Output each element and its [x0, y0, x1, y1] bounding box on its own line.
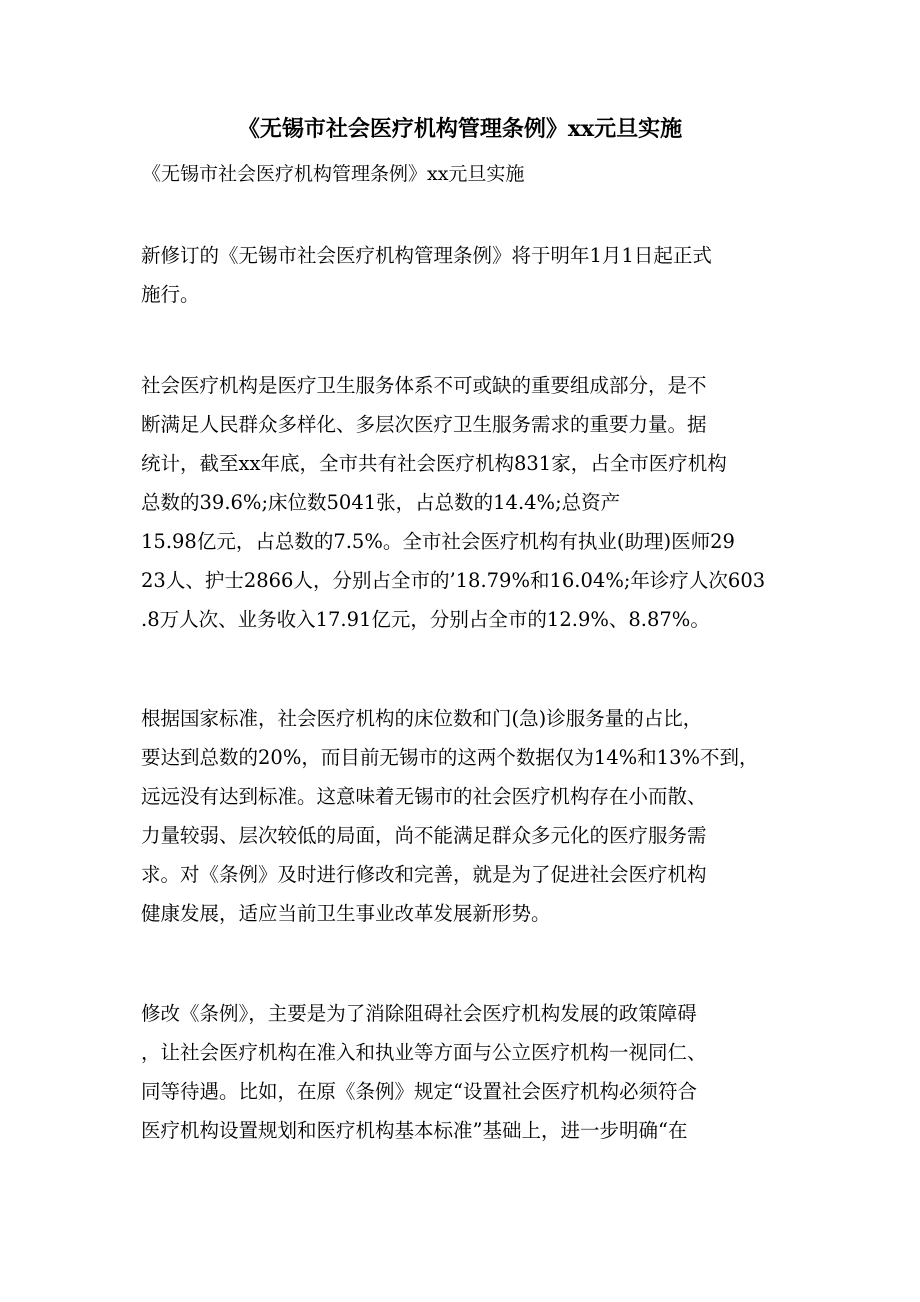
paragraph-line: 断满足人民群众多样化、多层次医疗卫生服务需求的重要力量。据 [141, 413, 707, 436]
paragraph-line: 要达到总数的20%，而目前无锡市的这两个数据仅为14%和13%不到， [141, 746, 759, 769]
document-title: 《无锡市社会医疗机构管理条例》xx元旦实施 [237, 116, 683, 142]
paragraph-line: 总数的39.6%;床位数5041张，占总数的14.4%;总资产 [141, 491, 621, 514]
paragraph-line: .8万人次、业务收入17.91亿元，分别占全市的12.9%、8.87%。 [141, 608, 710, 631]
paragraph-line: 医疗机构设置规划和医疗机构基本标准”基础上，进一步明确“在 [141, 1119, 688, 1142]
paragraph-line: 力量较弱、层次较低的局面，尚不能满足群众多元化的医疗服务需 [141, 824, 707, 847]
paragraph-line: 修改《条例》，主要是为了消除阻碍社会医疗机构发展的政策障碍 [141, 1002, 697, 1025]
paragraph-line: 新修订的《无锡市社会医疗机构管理条例》将于明年1月1日起正式 [141, 244, 712, 267]
paragraph-2 [141, 366, 781, 639]
paragraph-1 [141, 236, 781, 314]
paragraph-line: 施行。 [141, 283, 200, 306]
paragraph-line: 健康发展，适应当前卫生事业改革发展新形势。 [141, 902, 551, 925]
paragraph-line: 统计，截至xx年底，全市共有社会医疗机构831家，占全市医疗机构 [141, 452, 727, 475]
paragraph-line: 同等待遇。比如，在原《条例》规定“设置社会医疗机构必须符合 [141, 1080, 697, 1103]
document-subtitle: 《无锡市社会医疗机构管理条例》xx元旦实施 [142, 163, 525, 185]
paragraph-4 [141, 994, 781, 1150]
paragraph-line: 根据国家标准，社会医疗机构的床位数和门(急)诊服务量的占比， [141, 707, 703, 730]
paragraph-line: 社会医疗机构是医疗卫生服务体系不可或缺的重要组成部分，是不 [141, 374, 707, 397]
paragraph-line: 15.98亿元，占总数的7.5%。全市社会医疗机构有执业(助理)医师29 [141, 530, 735, 553]
paragraph-line: 远远没有达到标准。这意味着无锡市的社会医疗机构存在小而散、 [141, 785, 707, 808]
paragraph-line: 求。对《条例》及时进行修改和完善，就是为了促进社会医疗机构 [141, 863, 707, 886]
paragraph-3 [141, 699, 781, 933]
paragraph-line: 23人、护士2866人，分别占全市的’18.79%和16.04%;年诊疗人次603 [141, 569, 766, 592]
paragraph-line: ，让社会医疗机构在准入和执业等方面与公立医疗机构一视同仁、 [141, 1041, 707, 1064]
